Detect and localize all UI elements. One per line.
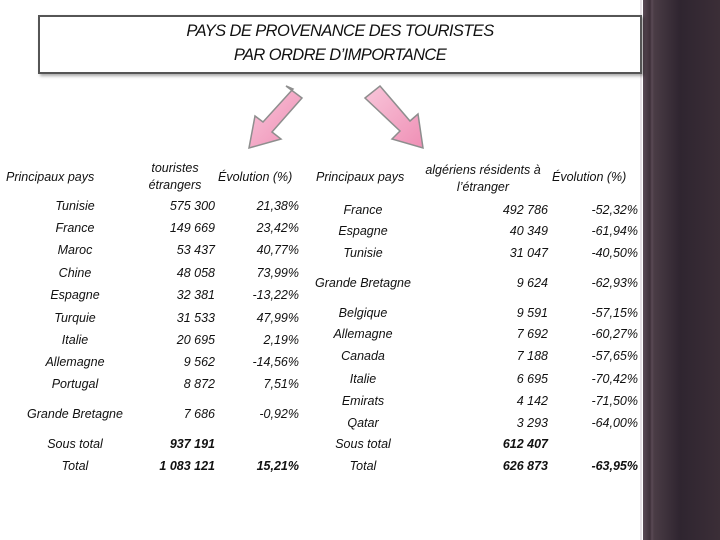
left-row-value: 9 562: [183, 355, 215, 369]
right-total-value: 626 873: [502, 459, 548, 473]
left-header-evolution: Évolution (%): [218, 170, 293, 184]
right-row-evolution: -52,32%: [591, 203, 638, 217]
right-header-residents: [425, 162, 540, 196]
left-row-country: Italie: [61, 333, 89, 347]
right-row-evolution: -57,65%: [591, 349, 638, 363]
left-arrow-icon: [249, 86, 302, 148]
right-row-country: Espagne: [338, 224, 388, 238]
left-header-tourists-line1: touristes: [151, 161, 199, 175]
left-row-evolution: -14,56%: [252, 355, 299, 369]
left-row-country: Grande Bretagne: [27, 407, 123, 421]
left-row-country: France: [55, 221, 95, 235]
right-row-value: 40 349: [509, 224, 548, 238]
right-row-evolution: -71,50%: [591, 394, 638, 408]
left-header-tourists: [149, 160, 202, 194]
left-subtotal-value: 937 191: [169, 437, 215, 451]
left-row-evolution: 73,99%: [256, 266, 299, 280]
left-row-evolution: 21,38%: [256, 199, 299, 213]
left-row-evolution: 2,19%: [263, 333, 299, 347]
right-subtotal-label: Sous total: [335, 437, 391, 451]
left-row-country: Espagne: [50, 288, 100, 302]
right-row-value: 9 624: [516, 276, 548, 290]
right-row-evolution: -70,42%: [591, 372, 638, 386]
right-row-country: Canada: [341, 349, 385, 363]
right-total-label: Total: [349, 459, 377, 473]
left-header-tourists-line2: étrangers: [148, 178, 202, 192]
right-arrow-icon: [365, 86, 423, 148]
right-row-value: 492 786: [502, 203, 548, 217]
right-row-country: Allemagne: [333, 327, 393, 341]
left-row-value: 575 300: [169, 199, 215, 213]
right-row-country: Italie: [349, 372, 377, 386]
right-header-residents-line2: l’étranger: [456, 180, 510, 194]
left-row-evolution: -13,22%: [252, 288, 299, 302]
left-row-country: Maroc: [57, 243, 93, 257]
side-decoration-panel: [640, 0, 720, 540]
left-row-value: 7 686: [183, 407, 215, 421]
left-total-label: Total: [61, 459, 89, 473]
left-header-country: Principaux pays: [6, 170, 95, 184]
title-line-1: PAYS DE PROVENANCE DES TOURISTES: [186, 22, 494, 40]
right-row-country: Qatar: [347, 416, 379, 430]
right-row-country: France: [343, 203, 383, 217]
left-row-value: 32 381: [176, 288, 215, 302]
right-row-evolution: -64,00%: [591, 416, 638, 430]
right-header-residents-line1: algériens résidents à: [425, 163, 541, 177]
left-row-evolution: 23,42%: [256, 221, 299, 235]
left-row-value: 48 058: [176, 266, 215, 280]
right-row-value: 6 695: [516, 372, 548, 386]
right-row-evolution: -61,94%: [591, 224, 638, 238]
right-row-country: Grande Bretagne: [315, 276, 411, 290]
left-total-value: 1 083 121: [159, 459, 215, 473]
left-row-country: Portugal: [51, 377, 99, 391]
right-header-country: Principaux pays: [316, 170, 405, 184]
right-row-value: 7 188: [516, 349, 548, 363]
left-row-value: 149 669: [169, 221, 215, 235]
left-row-country: Chine: [58, 266, 92, 280]
left-row-country: Turquie: [54, 311, 96, 325]
right-row-country: Emirats: [341, 394, 385, 408]
left-row-evolution: -0,92%: [259, 407, 299, 421]
left-row-evolution: 7,51%: [263, 377, 299, 391]
title-line-2: PAR ORDRE D’IMPORTANCE: [233, 46, 447, 64]
left-row-value: 31 533: [176, 311, 215, 325]
left-row-evolution: 47,99%: [256, 311, 299, 325]
left-row-value: 53 437: [176, 243, 215, 257]
left-row-country: Tunisie: [55, 199, 95, 213]
left-row-country: Allemagne: [45, 355, 105, 369]
right-row-country: Tunisie: [343, 246, 383, 260]
right-total-evolution: -63,95%: [591, 459, 638, 473]
right-row-evolution: -62,93%: [591, 276, 638, 290]
right-row-value: 4 142: [516, 394, 548, 408]
right-row-value: 7 692: [516, 327, 548, 341]
left-row-evolution: 40,77%: [256, 243, 299, 257]
right-row-value: 31 047: [509, 246, 548, 260]
right-header-evolution: Évolution (%): [552, 170, 627, 184]
right-row-country: Belgique: [338, 306, 388, 320]
left-subtotal-label: Sous total: [47, 437, 103, 451]
right-row-value: 3 293: [516, 416, 548, 430]
arrows-graphic: [0, 0, 640, 160]
right-subtotal-value: 612 407: [502, 437, 548, 451]
right-row-evolution: -60,27%: [591, 327, 638, 341]
right-row-value: 9 591: [516, 306, 548, 320]
left-row-value: 20 695: [176, 333, 215, 347]
right-row-evolution: -57,15%: [591, 306, 638, 320]
left-total-evolution: 15,21%: [256, 459, 299, 473]
left-row-value: 8 872: [183, 377, 215, 391]
right-row-evolution: -40,50%: [591, 246, 638, 260]
